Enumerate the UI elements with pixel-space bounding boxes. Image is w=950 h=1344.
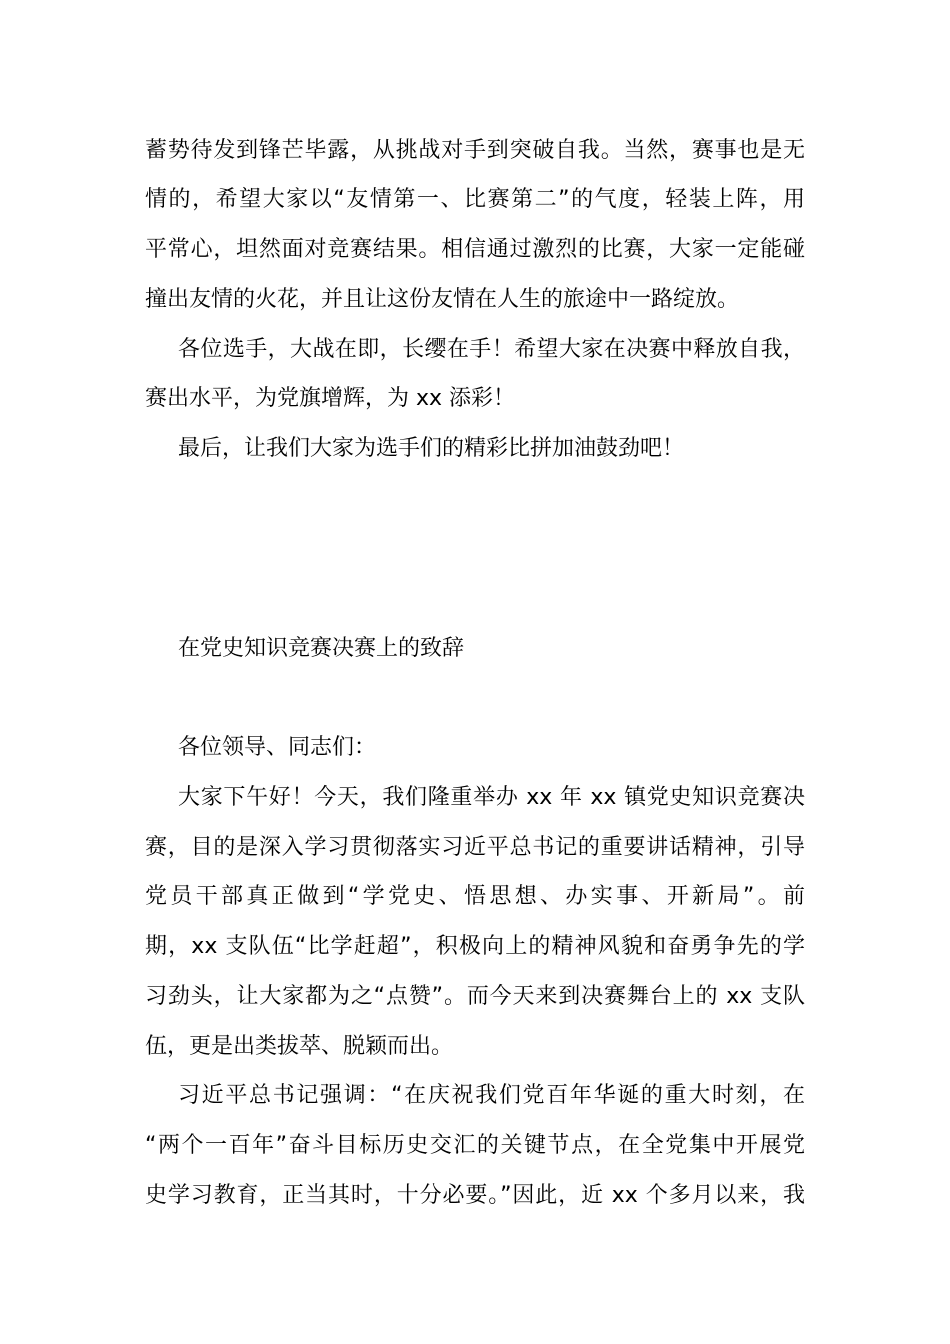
paragraph-line: 蓄势待发到锋芒毕露，从挑战对手到突破自我。当然，赛事也是无: [145, 138, 805, 163]
paragraph-line: 期，xx 支队伍“比学赶超”，积极向上的精神风貌和奋勇争先的学: [145, 934, 805, 959]
paragraph-line: 最后，让我们大家为选手们的精彩比拼加油鼓劲吧！: [178, 436, 685, 461]
paragraph-line: 伍，更是出类拔萃、脱颖而出。: [145, 1034, 454, 1059]
paragraph-line: “两个一百年”奋斗目标历史交汇的关键节点，在全党集中开展党: [145, 1133, 805, 1158]
paragraph-line: 平常心，坦然面对竞赛结果。相信通过激烈的比赛，大家一定能碰: [145, 237, 805, 262]
paragraph-line: 习劲头，让大家都为之“点赞”。而今天来到决赛舞台上的 xx 支队: [145, 984, 805, 1009]
paragraph-line: 史学习教育，正当其时，十分必要。”因此，近 xx 个多月以来，我: [145, 1183, 805, 1208]
paragraph-line: 大家下午好！今天，我们隆重举办 xx 年 xx 镇党史知识竞赛决: [178, 785, 805, 810]
salutation: 各位领导、同志们：: [178, 735, 377, 760]
paragraph-line: 党员干部真正做到“学党史、悟思想、办实事、开新局”。前: [145, 884, 805, 909]
paragraph-line: 情的，希望大家以“友情第一、比赛第二”的气度，轻装上阵，用: [145, 187, 805, 212]
paragraph-line: 赛，目的是深入学习贯彻落实习近平总书记的重要讲话精神，引导: [145, 835, 805, 860]
document-title: 在党史知识竞赛决赛上的致辞: [178, 636, 465, 661]
paragraph-line: 赛出水平，为党旗增辉，为 xx 添彩！: [145, 386, 516, 411]
paragraph-line: 习近平总书记强调：“在庆祝我们党百年华诞的重大时刻，在: [178, 1083, 805, 1108]
paragraph-line: 撞出友情的火花，并且让这份友情在人生的旅途中一路绽放。: [145, 287, 740, 312]
paragraph-line: 各位选手，大战在即，长缨在手！希望大家在决赛中释放自我，: [178, 337, 805, 362]
